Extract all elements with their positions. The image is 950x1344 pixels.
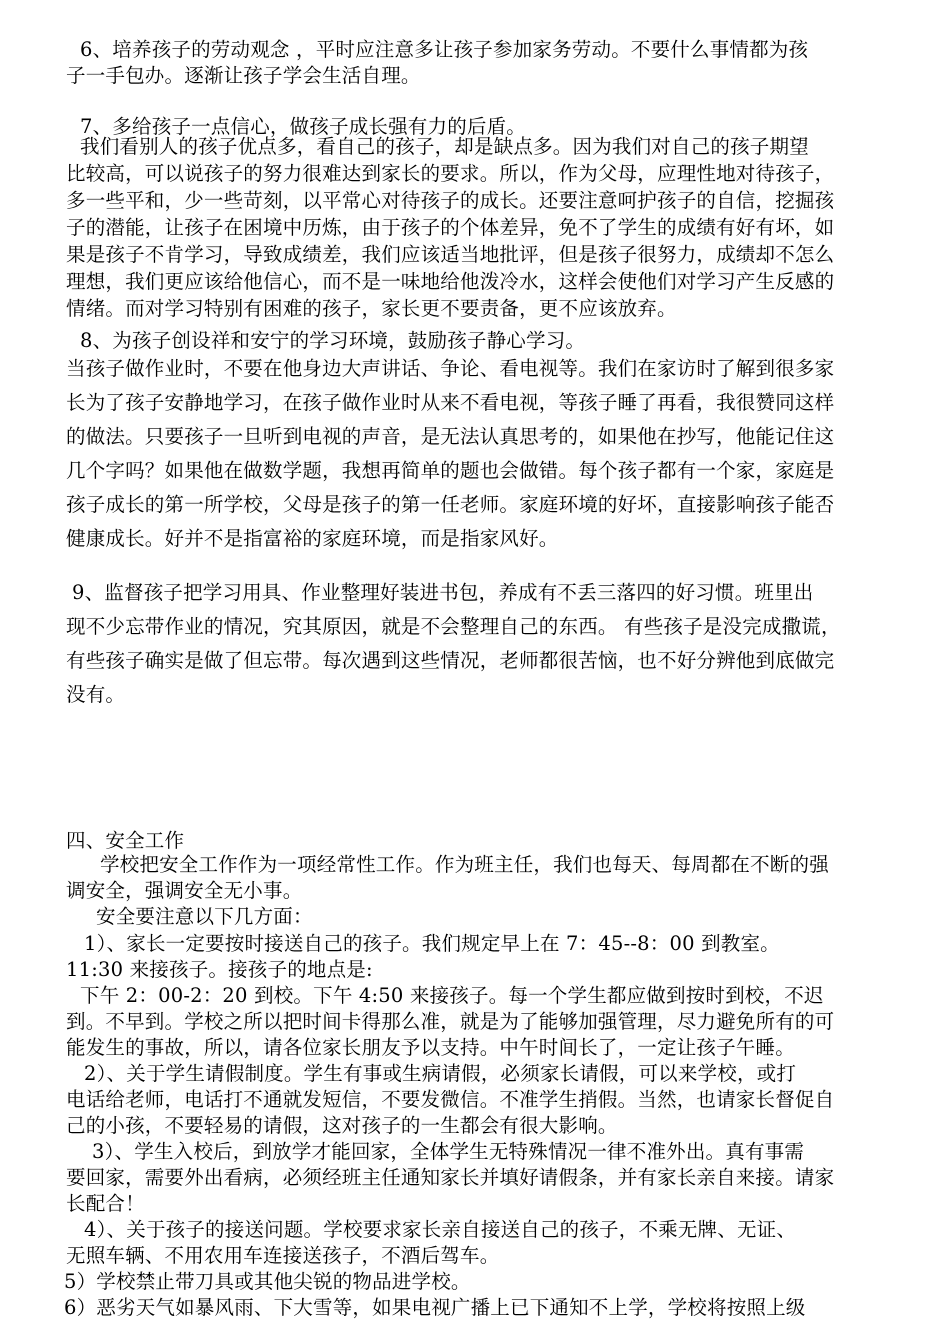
- point1-line-4: 到。不早到。学校之所以把时间卡得那么准，就是为了能够加强管理，尽力避免所有的可: [66, 1010, 835, 1033]
- item6-line-1: 6、培养孩子的劳动观念 ，平时应注意多让孩子参加家务劳动。不要什么事情都为孩: [80, 38, 809, 61]
- item8-line-4: 几个字吗？如果他在做数学题，我想再简单的题也会做错。每个孩子都有一个家，家庭是: [66, 459, 835, 482]
- point3-line-2: 要回家，需要外出看病，必须经班主任通知家长并填好请假条，并有家长亲自来接。请家: [66, 1166, 835, 1189]
- point1-line-2: 11:30 来接孩子。接孩子的地点是:: [66, 958, 373, 981]
- section4-intro-line-2: 调安全，强调安全无小事。: [66, 879, 303, 902]
- section4-intro-line-1: 学校把安全工作作为一项经常性工作。作为班主任，我们也每天、每周都在不断的强: [100, 853, 829, 876]
- item6-line-2: 子一手包办。逐渐让孩子学会生活自理。: [66, 64, 421, 87]
- item8-line-1: 当孩子做作业时，不要在他身边大声讲话、争论、看电视等。我们在家访时了解到很多家: [66, 357, 835, 380]
- item7-line-6: 理想，我们更应该给他信心，而不是一味地给他泼冷水，这样会使他们对学习产生反感的: [66, 270, 835, 293]
- point3-line-1: 3）、学生入校后，到放学才能回家，全体学生无特殊情况一律不准外出。真有事需: [92, 1140, 805, 1163]
- point3-line-3: 长配合！: [66, 1192, 145, 1215]
- point5-line: 5）学校禁止带刀具或其他尖锐的物品进学校。: [64, 1270, 471, 1293]
- item7-line-1: 我们看别人的孩子优点多，看自己的孩子，却是缺点多。因为我们对自己的孩子期望: [80, 135, 809, 158]
- point2-line-1: 2）、关于学生请假制度。学生有事或生病请假，必须家长请假，可以来学校，或打: [84, 1062, 797, 1085]
- point4-line-1: 4）、关于孩子的接送问题。学校要求家长亲自接送自己的孩子，不乘无牌、无证、: [84, 1218, 797, 1241]
- item8-line-5: 孩子成长的第一所学校，父母是孩子的第一任老师。家庭环境的好坏，直接影响孩子能否: [66, 493, 835, 516]
- item9-line-3: 有些孩子确实是做了但忘带。每次遇到这些情况，老师都很苦恼，也不好分辨他到底做完: [66, 649, 835, 672]
- item7-line-2: 比较高，可以说孩子的努力很难达到家长的要求。所以，作为父母，应理性地对待孩子，: [66, 162, 835, 185]
- item9-line-2: 现不少忘带作业的情况，究其原因，就是不会整理自己的东西。 有些孩子是没完成撒谎，: [66, 615, 841, 638]
- point1-line-5: 能发生的事故，所以，请各位家长朋友予以支持。中午时间长了，一定让孩子午睡。: [66, 1036, 795, 1059]
- item8-line-2: 长为了孩子安静地学习，在孩子做作业时从来不看电视，等孩子睡了再看，我很赞同这样: [66, 391, 835, 414]
- item7-line-4: 子的潜能，让孩子在困境中历炼，由于孩子的个体差异，免不了学生的成绩有好有坏，如: [66, 216, 835, 239]
- item9-line-1: 9、监督孩子把学习用具、作业整理好装进书包，养成有不丢三落四的好习惯。班里出: [72, 581, 814, 604]
- item7-heading: 7、多给孩子一点信心，做孩子成长强有力的后盾。: [80, 115, 527, 138]
- item7-line-7: 情绪。而对学习特别有困难的孩子，家长更不要责备，更不应该放弃。: [66, 297, 677, 320]
- item8-line-6: 健康成长。好并不是指富裕的家庭环境，而是指家风好。: [66, 527, 559, 550]
- point2-line-3: 己的小孩，不要轻易的请假，这对孩子的一生都会有很大影响。: [66, 1114, 618, 1137]
- point2-line-2: 电话给老师，电话打不通就发短信，不要发微信。不准学生捎假。当然，也请家长督促自: [66, 1088, 835, 1111]
- section4-attention: 安全要注意以下几方面：: [96, 905, 313, 928]
- item7-line-3: 多一些平和，少一些苛刻，以平常心对待孩子的成长。还要注意呵护孩子的自信，挖掘孩: [66, 189, 835, 212]
- item8-line-3: 的做法。只要孩子一旦听到电视的声音，是无法认真思考的，如果他在抄写，他能记住这: [66, 425, 835, 448]
- item9-line-4: 没有。: [66, 683, 126, 706]
- item8-heading: 8、为孩子创设祥和安宁的学习环境，鼓励孩子静心学习。: [80, 329, 586, 352]
- section4-heading: 四、安全工作: [66, 829, 185, 852]
- point6-line: 6）恶劣天气如暴风雨、下大雪等，如果电视广播上已下通知不上学，学校将按照上级: [64, 1296, 806, 1319]
- item7-line-5: 果是孩子不肯学习，导致成绩差，我们应该适当地批评，但是孩子很努力，成绩却不怎么: [66, 243, 835, 266]
- point4-line-2: 无照车辆、不用农用车连接送孩子，不酒后驾车。: [66, 1244, 500, 1267]
- point1-line-1: 1）、家长一定要按时接送自己的孩子。我们规定早上在 7：45--8：00 到教室。: [84, 932, 780, 955]
- point1-line-3: 下午 2：00-2：20 到校。下午 4:50 来接孩子。每一个学生都应做到按时到校，不迟: [80, 984, 824, 1007]
